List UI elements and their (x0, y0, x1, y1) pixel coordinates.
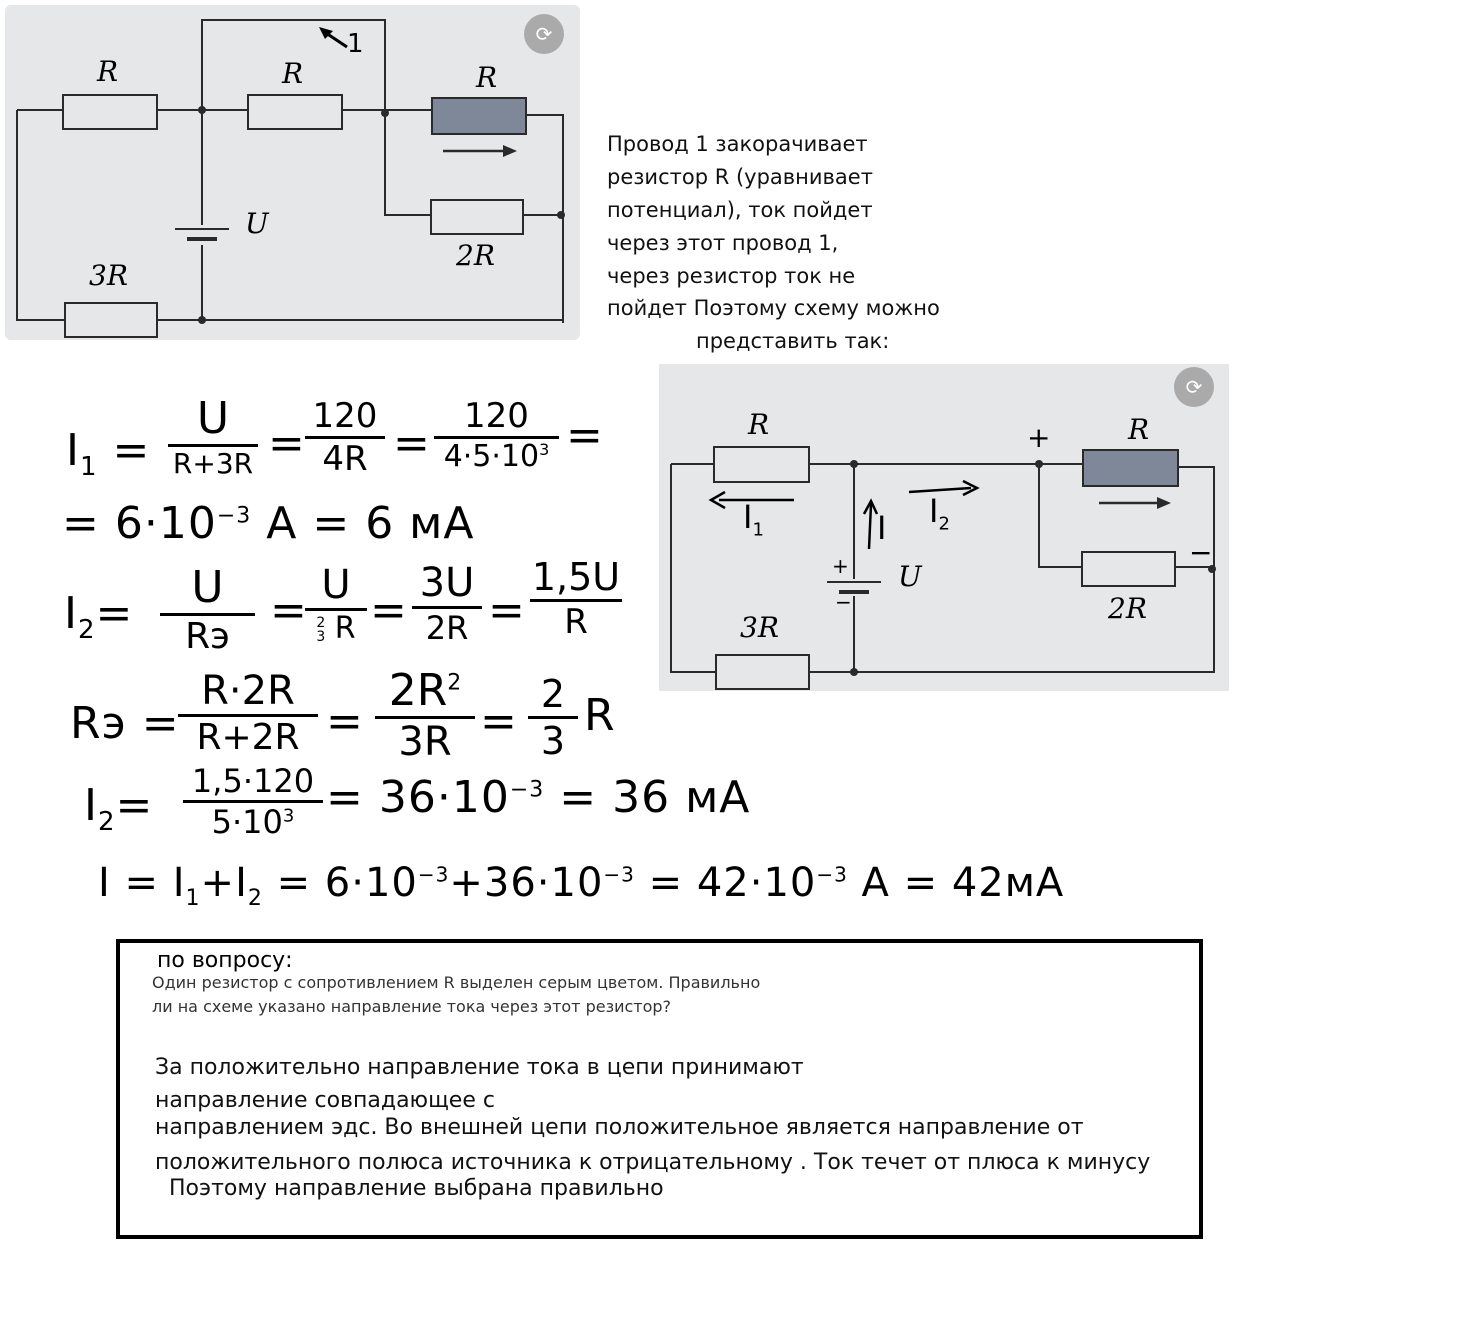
resistor-r-gray (432, 98, 526, 134)
label-u: U (245, 207, 269, 240)
label-i2: $I_2$ (929, 492, 950, 535)
answer-line-3: направлением эдс. Во внешней цепи положительное является направление от (155, 1115, 1084, 1140)
label-i1: $I_1$ (743, 498, 764, 541)
eq-i2-eq1: = (270, 585, 308, 636)
circuit-photo-1 (5, 5, 580, 340)
eq-re-tail: R (584, 690, 616, 741)
explanation-line-5: через резистор ток не (607, 264, 856, 288)
label-r-gray: R (476, 61, 498, 94)
label-u: U (898, 560, 922, 593)
eq-re-lhs: Rэ = (70, 698, 180, 749)
node (381, 109, 389, 117)
answer-line-1: За положительно направление тока в цепи принимают (155, 1055, 804, 1080)
label-plus-top: + (1027, 421, 1051, 454)
resistor-3r (65, 303, 157, 337)
rotate-image-icon[interactable]: ⟳ (1174, 367, 1214, 407)
eq-i2-frac3: 3U 2R (412, 560, 482, 647)
eq-re-eq1: = (326, 696, 364, 747)
eq-i2-eq3: = (488, 585, 526, 636)
eq-i2-lhs: $I_2=$ (64, 588, 134, 645)
label-r-left: R (748, 408, 770, 441)
eq-re-frac2: $2R^2$ 3R (375, 665, 475, 765)
label-i: I (877, 509, 887, 547)
label-r-gray: R (1128, 413, 1150, 446)
label-r-mid: R (282, 57, 304, 90)
eq-total: $I = I_1+I_2 = 6\cdot 10^{-3}+36\cdot 10^{-3} = 42\cdot 10^{-3}$ A = 42мА (98, 860, 1065, 911)
explanation-line-7: представить так: (696, 329, 890, 353)
eq-i1-eq1: = (268, 418, 306, 469)
node (850, 460, 858, 468)
question-box (116, 939, 1203, 1239)
resistor-r-left (63, 95, 157, 129)
eq-i2-frac4: 1,5U R (531, 555, 621, 642)
explanation-line-1: Провод 1 закорачивает (607, 132, 868, 156)
node (198, 316, 206, 324)
node (557, 211, 565, 219)
answer-line-5: Поэтому направление выбрана правильно (155, 1176, 664, 1201)
question-title: по вопросу: (157, 948, 293, 973)
arrow-i (869, 504, 871, 549)
node (850, 668, 858, 676)
answer-line-4: положительного полюса источника к отрицательному . Ток течет от плюса к минусу (155, 1150, 1151, 1175)
eq-i1-frac1: U R+3R (168, 393, 258, 480)
label-2r: 2R (1108, 592, 1147, 625)
eq-i1-frac2: 120 4R (305, 396, 385, 479)
resistor-3r (716, 655, 809, 689)
resistor-2r (1082, 552, 1175, 586)
question-text-line-2: ли на схеме указано направление тока через этот резистор? (152, 997, 672, 1016)
eq-re-frac1: R·2R R+2R (178, 668, 318, 758)
eq-i1-result: = $6\cdot 10^{-3}$ A = 6 мА (62, 498, 475, 549)
label-wire-1: 1 (347, 29, 364, 59)
label-source-minus: − (835, 590, 852, 614)
node (1035, 460, 1043, 468)
eq-i1-lhs: $I_1$ = (66, 425, 151, 482)
eq-i2-frac1: U Rэ (160, 562, 255, 657)
current-arrow-head (503, 145, 517, 157)
explanation-line-2: резистор R (уравнивает (607, 165, 873, 189)
eq-i2b-lhs: $I_2=$ (84, 780, 154, 837)
eq-i1-frac3: 120 $4\cdot 5\cdot 10^3$ (434, 396, 559, 474)
label-3r: 3R (740, 611, 779, 644)
label-source-plus: + (832, 554, 849, 578)
label-r-left: R (97, 55, 119, 88)
label-2r: 2R (456, 239, 495, 272)
resistor-r-gray (1083, 450, 1178, 486)
eq-i1-eq2: = (393, 418, 431, 469)
resistor-r-left (714, 447, 809, 482)
circuit-photo-2 (659, 364, 1229, 691)
eq-i1-eq3: = (566, 410, 604, 461)
explanation-line-6: пойдет Поэтому схему можно (607, 296, 940, 320)
eq-i2b-frac: 1,5·120 $5\cdot 10^3$ (183, 762, 323, 841)
node (198, 106, 206, 114)
eq-i2-frac2: U 2 3 R (305, 562, 367, 646)
eq-i2-eq2: = (370, 585, 408, 636)
eq-i2b-result: = $36\cdot 10^{-3} = 36$ мА (326, 772, 751, 823)
question-text-line-1: Один резистор с сопротивлением R выделен серым цветом. Правильно (152, 973, 761, 992)
explanation-line-3: потенциал), ток пойдет (607, 198, 873, 222)
rotate-image-icon[interactable]: ⟳ (524, 14, 564, 54)
explanation-line-4: через этот провод 1, (607, 231, 839, 255)
resistor-2r (431, 200, 523, 234)
label-minus-right: − (1189, 536, 1213, 569)
resistor-r-mid (248, 95, 342, 129)
label-3r: 3R (89, 259, 128, 292)
answer-line-2: направление совпадающее с (155, 1088, 495, 1113)
current-arrow-head (1157, 497, 1171, 509)
eq-re-eq2: = (480, 696, 518, 747)
eq-re-frac3: 2 3 (528, 672, 578, 763)
